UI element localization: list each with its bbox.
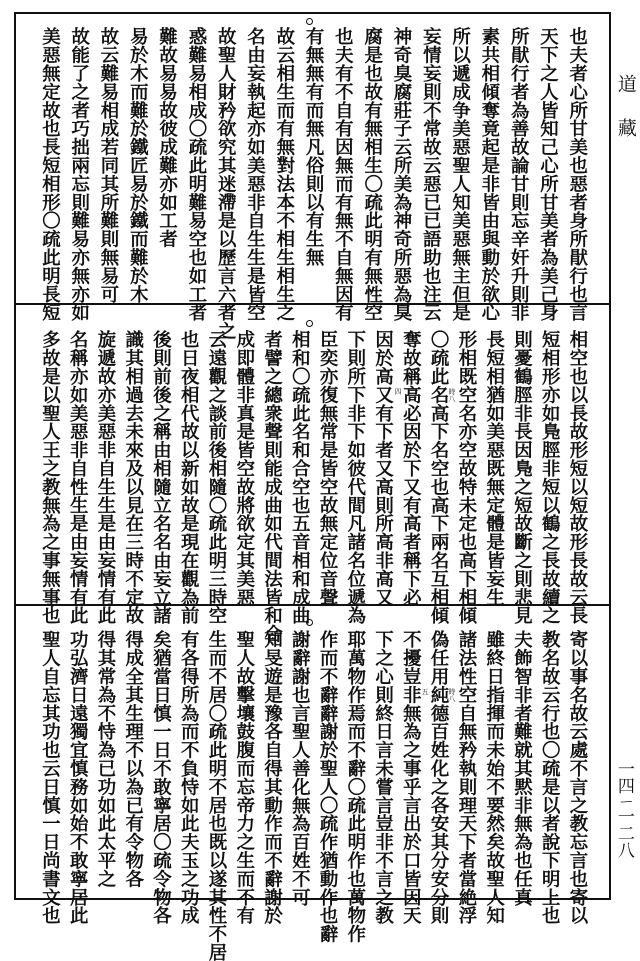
text-column: 雖終日指揮而未始不要然矣故聖人知 [483,630,505,925]
text-column: 長短相猶如美惡既無定體是皆妄生 [483,330,505,606]
text-column: 成即體非真是皆空故將欲定其美惡 [233,330,255,606]
text-column: 謝辭謝也言聖人善化無為百姓不可 [289,630,311,906]
text-column: 也日夜相代故以新如故是現在觀為前 [178,330,200,625]
text-column: 生而不居〇疏此明不居也既以遂其性不居 [206,630,227,961]
text-column: 知旻遊是豫各自得其動作而不辭謝於 [261,630,283,925]
text-column: 矣猶當日慎一日不敢寧居〇疏令物各 [150,630,172,925]
text-panel-top [39,27,588,340]
text-column: 多故是以聖人王之教無為之事無事也 [39,330,61,625]
text-column: 所猒行者為善故論甘則忘辛奸升則非 [508,27,530,322]
text-column: 美惡無定故也長短相形〇疏此明長短 [39,27,61,322]
text-panel-middle [39,330,588,643]
page-number: 一四ㄧ一二八 [613,760,634,859]
text-column: 惑難易相成〇疏此明難易空也如工者 [185,27,207,322]
text-column: 功弘濟日遠獨宜慎務如始不敢寧居此 [67,630,89,925]
text-column: 也夫有不自有因無而有無不自無因有 [332,27,354,322]
text-column: 有各得所為而不負恃如此夫玉之功成 [178,630,200,925]
text-column: 偽任用純德百姓化之各安其分安分則 [428,630,450,925]
text-column: 聖人自忘其功也云日慎一日尚書文也 [39,630,61,925]
text-column: 神奇臭腐莊子云所美為神奇所惡為臭 [390,27,412,322]
text-column: 諸法性空自無矜執則理天下者當絶浮 [455,630,477,925]
column-marker: 五 [421,688,429,695]
text-column: 故云難易相成若同其所難則無易可 [98,27,119,303]
text-column: 奪故稱高必因於下又有高者稱下必 [400,330,422,606]
text-column: 〇疏此名高下名空也高下兩名互相傾 [428,330,450,625]
text-column: 作而不辭辭謝於聖人〇疏作猶動作也辭 [317,630,339,943]
book-title-bottom: 藏 [614,118,637,137]
text-column: 耶萬物作焉而不辭〇疏此明作也萬物作 [344,630,366,943]
book-title-top: 道 [614,74,637,93]
text-column: 相空也以長故形短以短故形長故云長 [566,330,588,625]
text-column: 故能了之者巧拙兩忘則難易亦無亦如 [68,27,90,322]
text-column: 識其相過去未來及以見在三時不定故 [122,330,144,625]
panel-center-circle-2 [306,320,313,327]
text-column: 短相形亦如鳬脛非短以鶴之長故續之 [539,330,561,625]
text-panel-bottom [39,630,588,961]
text-column: 不擾豈非無為之事乎言出於口皆因天 [400,630,422,925]
text-column: 形相既空名亦空故特未定也高下相傾 [455,330,477,625]
text-column: 也夫者心所甘美也惡者身所猒行也言 [566,27,588,322]
text-column: 後則前後之稱由相隨立名名由妄立諸 [150,330,172,625]
text-column: 難故易易故彼成難亦如工者 [156,27,178,248]
text-column: 腐是也故有無相生〇疏此明有無性空 [361,27,383,322]
text-column: 下之心則終日言未嘗言豈非不言之教 [372,630,394,925]
text-column: 故聖人財矜欲究其迷滯是以歷言六者之 [215,27,237,340]
text-column: 名由妄執起亦如美惡非自生生是皆空 [244,27,266,322]
text-column: 故云相生而有無對法本不相生相生之 [273,27,295,322]
text-column: 夫飾智非者難就其黙非無為也任真 [511,630,533,906]
text-column: 易於木而難於鐵匠易於鐵而難於木 [127,27,149,303]
text-column: 旋遞故亦美惡非自生生是由妄情有此 [94,330,116,625]
text-column: 則憂鶴脛非長因鳬之短故斷之則悲見 [511,330,533,625]
text-column: 下則所下非下如彼代間凡諸名位遞為 [344,330,366,625]
text-column: 教名故云行也〇疏是以者說下明上也 [539,630,561,925]
text-column: 寄以事名故云處不言之教忘言也寄以 [566,630,588,925]
text-column: 聖人故擊壤鼓腹而忘帝力之生而不有 [233,630,255,925]
text-column: 云遠觀之談前後相隨〇疏此明三時空 [206,330,227,625]
text-column: 相和〇疏此名和合空也五音相和成曲 [289,330,311,625]
text-column: 得成全其生理不以為已有令物各 [122,630,144,888]
column-marker: 四 [394,388,402,395]
text-column: 妄情妄則不常故云惡已已語助也注云 [420,27,442,322]
text-column: 名稱亦如美惡非自性生是由妄情有此 [67,330,89,625]
text-column: 得其常為不恃為已功如此太平之 [94,630,116,888]
text-column: 所以遞成争美惡聖人知美惡無主但是 [449,27,471,322]
text-column: 素共相傾奪竟起是非皆由與動於欲心 [478,27,500,322]
column-marker: 時八 [448,688,456,702]
text-column: 天下之人皆知己心所甘美者為美己身 [537,27,559,322]
text-column: 因於高又有下者又高則所高非高又 [372,330,394,606]
text-column: 臣奕亦復無常是皆空故無定位音聲 [317,330,339,606]
text-column: 者譬之總衆聲則能成曲如代間法皆和合 [261,330,283,643]
column-marker: 時八 [448,388,456,402]
text-column: 有無無有而無凡俗則以有生無 [303,27,325,267]
panel-center-circle-1 [306,18,313,25]
